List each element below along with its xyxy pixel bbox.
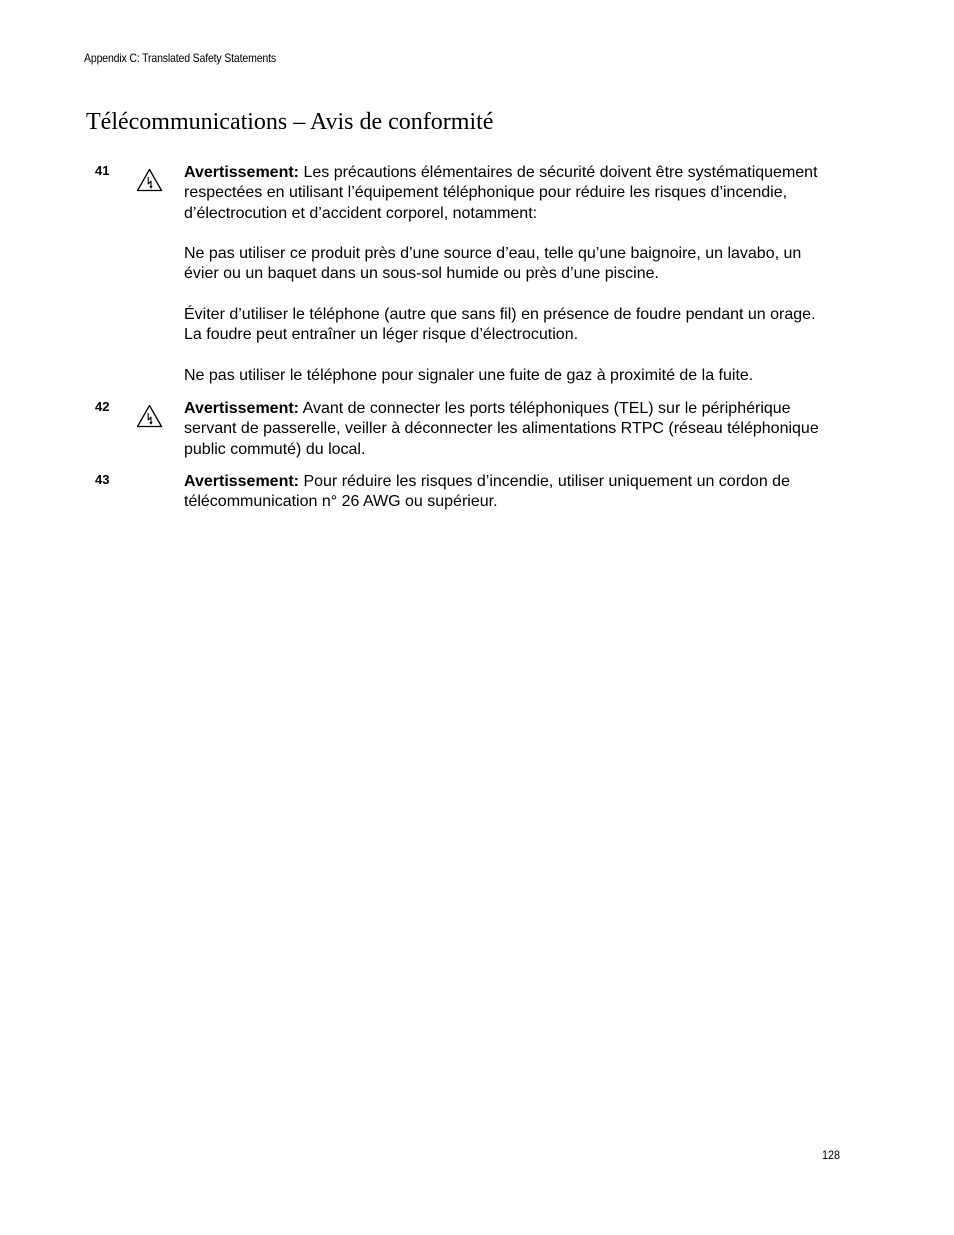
page-number: 128 xyxy=(822,1148,841,1162)
statement-number: 43 xyxy=(95,472,110,487)
electrical-hazard-warning-icon xyxy=(136,168,163,192)
statement-text: Pour réduire les risques d’incendie, utiliser uniquement un cordon de télécommunication n° 26 AWG ou supérieur. xyxy=(184,473,790,511)
statement-body xyxy=(184,472,834,513)
statement-paragraph: Ne pas utiliser ce produit près d’une source d’eau, telle qu’une baignoire, un lavabo, un évier ou un baquet dans un sous-sol humide ou près d’une piscine. xyxy=(184,245,802,283)
running-header: Appendix C: Translated Safety Statements xyxy=(84,51,276,65)
statement-body xyxy=(184,163,834,386)
warning-label: Avertissement: xyxy=(184,164,300,181)
warning-label: Avertissement: xyxy=(184,400,300,417)
statement-number: 42 xyxy=(95,399,110,414)
statement-intro xyxy=(184,163,834,224)
statement-paragraph: Ne pas utiliser le téléphone pour signaler une fuite de gaz à proximité de la fuite. xyxy=(184,366,754,384)
page-title: Télécommunications – Avis de conformité xyxy=(86,109,494,135)
statement-intro xyxy=(184,472,834,513)
statement-body xyxy=(184,399,834,460)
statement-number: 41 xyxy=(95,163,110,178)
electrical-hazard-warning-icon xyxy=(136,404,163,428)
warning-label: Avertissement: xyxy=(184,473,300,490)
statement-text: Les précautions élémentaires de sécurité doivent être systématiquement respectées en utilisant l’équipement téléphonique pour réduire les risques d’incendie, d’électrocution et d’accident corporel, notamment: xyxy=(184,164,818,222)
statement-intro xyxy=(184,399,834,460)
statement-paragraph: Éviter d’utiliser le téléphone (autre que sans fil) en présence de foudre pendant un orage. La foudre peut entraîner un léger risque d’électrocution. xyxy=(184,306,816,344)
statement-text: Avant de connecter les ports téléphoniques (TEL) sur le périphérique servant de passerelle, veiller à déconnecter les alimentations RTPC (réseau téléphonique public commuté) du local. xyxy=(184,400,819,458)
